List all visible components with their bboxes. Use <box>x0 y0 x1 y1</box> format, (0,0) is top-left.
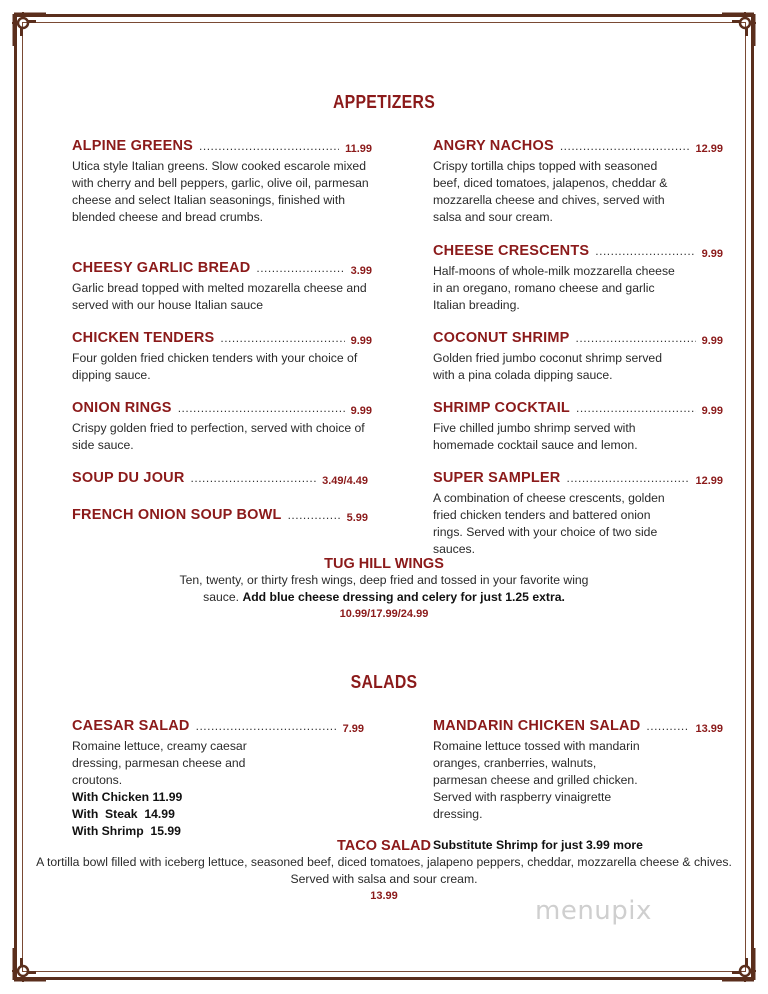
item-price: 9.99 <box>350 405 372 417</box>
item-price: 9.99 <box>701 248 723 260</box>
item-description: Ten, twenty, or thirty fresh wings, deep fried and tossed in your favorite wing <box>179 573 589 587</box>
item-name: SUPER SAMPLER <box>433 470 561 486</box>
item-option: With Chicken 11.99 <box>72 790 183 804</box>
item-price: 9.99 <box>701 335 723 347</box>
item-price: 5.99 <box>346 512 368 524</box>
menu-item <box>433 718 723 854</box>
item-name: TACO SALAD <box>337 838 431 854</box>
item-description-2: sauce. Add blue cheese dressing and celery for just 1.25 extra. <box>203 590 565 604</box>
item-price: 3.99 <box>350 265 372 277</box>
menu-item <box>433 138 723 226</box>
item-description: Garlic bread topped with melted mozarella cheese and served with our house Italian sauce <box>72 281 367 312</box>
wings-item <box>0 556 768 622</box>
item-description: Crispy tortilla chips topped with seasoned beef, diced tomatoes, jalapenos, cheddar & mozzarella cheese and chives, served with salsa and sour cream. <box>433 159 668 224</box>
item-name: SHRIMP COCKTAIL <box>433 400 570 416</box>
item-option: With Steak 14.99 <box>72 807 175 821</box>
item-name: TUG HILL WINGS <box>324 556 444 572</box>
item-description: Romaine lettuce tossed with mandarin oranges, cranberries, walnuts, parmesan cheese and grilled chicken. Served with raspberry vinaigrette dressing. <box>433 739 640 821</box>
item-upsell: Add blue cheese dressing and celery for just 1.25 extra. <box>242 590 565 604</box>
item-option: Substitute Shrimp for just 3.99 more <box>433 838 643 852</box>
item-description: A tortilla bowl filled with iceberg lettuce, seasoned beef, diced tomatoes, jalapeno peppers, cheddar, mozzarella cheese & chives. <box>36 855 732 869</box>
item-price: 12.99 <box>695 475 723 487</box>
menu-item <box>433 400 723 454</box>
salads-heading: SALADS <box>350 672 418 692</box>
item-description: Romaine lettuce, creamy caesar dressing, parmesan cheese and croutons. <box>72 739 247 787</box>
item-name: CHEESY GARLIC BREAD <box>72 260 251 276</box>
item-name: CHEESE CRESCENTS <box>433 243 590 259</box>
item-name: MANDARIN CHICKEN SALAD <box>433 718 641 734</box>
item-name: COCONUT SHRIMP <box>433 330 570 346</box>
corner-ornament-icon <box>716 8 760 52</box>
item-price: 10.99/17.99/24.99 <box>339 608 429 620</box>
item-name: ALPINE GREENS <box>72 138 194 154</box>
menu-item <box>72 718 364 840</box>
menu-item <box>433 243 723 314</box>
item-name: CAESAR SALAD <box>72 718 190 734</box>
corner-ornament-icon <box>8 942 52 986</box>
corner-ornament-icon <box>8 8 52 52</box>
item-price: 9.99 <box>350 335 372 347</box>
item-price: 13.99 <box>370 890 398 902</box>
menu-item <box>433 470 723 558</box>
item-name: CHICKEN TENDERS <box>72 330 215 346</box>
item-price: 9.99 <box>701 405 723 417</box>
corner-ornament-icon <box>716 942 760 986</box>
menu-item <box>433 330 723 384</box>
item-description: Golden fried jumbo coconut shrimp served with a pina colada dipping sauce. <box>433 351 662 382</box>
item-description-2: Served with salsa and sour cream. <box>290 872 478 886</box>
item-description: Crispy golden fried to perfection, served with choice of side sauce. <box>72 421 365 452</box>
item-name: SOUP DU JOUR <box>72 470 185 486</box>
item-name: FRENCH ONION SOUP BOWL <box>72 507 282 523</box>
menu-item <box>72 330 372 384</box>
item-price: 12.99 <box>695 143 723 155</box>
item-name: ONION RINGS <box>72 400 172 416</box>
menu-item <box>72 400 372 454</box>
item-price: 7.99 <box>342 723 364 735</box>
item-description: Five chilled jumbo shrimp served with homemade cocktail sauce and lemon. <box>433 421 638 452</box>
menu-item <box>72 470 368 488</box>
appetizers-heading: APPETIZERS <box>332 92 436 112</box>
menu-item <box>72 260 372 314</box>
item-price: 13.99 <box>695 723 723 735</box>
item-name: ANGRY NACHOS <box>433 138 554 154</box>
item-description: Utica style Italian greens. Slow cooked escarole mixed with cherry and bell peppers, garlic, olive oil, parmesan cheese and select Italian seasonings, finished with blended cheese and bread crumbs. <box>72 159 369 224</box>
item-description: Four golden fried chicken tenders with your choice of dipping sauce. <box>72 351 358 382</box>
menupix-watermark: menupix <box>535 896 652 926</box>
taco-salad-item <box>0 838 768 904</box>
menu-item <box>72 138 372 226</box>
item-price: 3.49/4.49 <box>322 475 368 487</box>
item-option: With Shrimp 15.99 <box>72 824 181 838</box>
item-price: 11.99 <box>345 143 372 155</box>
item-description: A combination of cheese crescents, golden fried chicken tenders and battered onion rings. Served with your choice of two side sauces. <box>433 491 665 556</box>
item-description: Half-moons of whole-milk mozzarella cheese in an oregano, romano cheese and garlic Italian breading. <box>433 264 675 312</box>
menu-item <box>72 507 368 525</box>
